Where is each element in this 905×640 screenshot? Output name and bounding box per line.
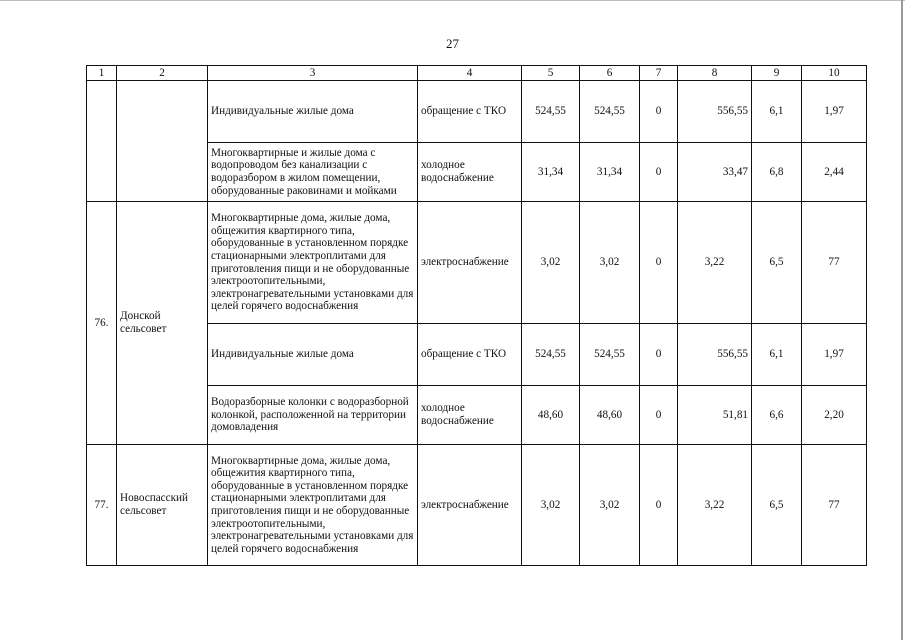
value-cell: 0 (640, 386, 678, 445)
value-cell: 6,1 (752, 324, 802, 386)
value-cell: 0 (640, 202, 678, 324)
header-cell: 10 (802, 66, 867, 81)
value-cell: 3,02 (580, 445, 640, 566)
value-cell: 556,55 (678, 324, 752, 386)
value-cell: 51,81 (678, 386, 752, 445)
service-cell: электроснабжение (418, 445, 522, 566)
region-cell (117, 81, 208, 202)
scan-edge-top (0, 0, 905, 1)
value-cell: 6,1 (752, 81, 802, 143)
value-cell: 0 (640, 143, 678, 202)
value-cell: 524,55 (522, 324, 580, 386)
table-row (87, 81, 867, 143)
value-cell: 31,34 (580, 143, 640, 202)
category-cell: Водоразборные колонки с водоразборной колонкой, расположенной на территории домовладения (208, 386, 418, 445)
value-cell: 1,97 (802, 81, 867, 143)
value-cell: 33,47 (678, 143, 752, 202)
service-cell: холодное водоснабжение (418, 143, 522, 202)
value-cell: 524,55 (580, 324, 640, 386)
value-cell: 6,5 (752, 445, 802, 566)
value-cell: 0 (640, 81, 678, 143)
header-cell: 3 (208, 66, 418, 81)
scan-edge-right (901, 0, 903, 640)
service-cell: холодное водоснабжение (418, 386, 522, 445)
row-number-cell: 77. (87, 445, 117, 566)
category-cell: Многоквартирные дома, жилые дома, общежития квартирного типа, оборудованные в установленном порядке стационарными электроплитами для приготовления пищи и не оборудованные электроотопительными, электронагревательными установками для целей горячего водоснабжения (208, 202, 418, 324)
header-cell: 2 (117, 66, 208, 81)
service-cell: обращение с ТКО (418, 324, 522, 386)
table-row (87, 445, 867, 566)
header-cell: 1 (87, 66, 117, 81)
category-cell: Многоквартирные дома, жилые дома, общежития квартирного типа, оборудованные в установленном порядке стационарными электроплитами для приготовления пищи и не оборудованные электроотопительными, электронагревательными установками для целей горячего водоснабжения (208, 445, 418, 566)
value-cell: 2,44 (802, 143, 867, 202)
service-cell: электроснабжение (418, 202, 522, 324)
table-row (87, 202, 867, 324)
value-cell: 6,6 (752, 386, 802, 445)
page-number: 27 (446, 36, 459, 51)
row-number-cell: 76. (87, 202, 117, 445)
header-cell: 5 (522, 66, 580, 81)
category-cell: Индивидуальные жилые дома (208, 81, 418, 143)
value-cell: 3,22 (678, 445, 752, 566)
tariff-table (86, 65, 867, 566)
value-cell: 2,20 (802, 386, 867, 445)
category-cell: Индивидуальные жилые дома (208, 324, 418, 386)
category-cell: Многоквартирные и жилые дома с водопроводом без канализации с водоразбором в жилом помещении, оборудованные раковинами и мойками (208, 143, 418, 202)
value-cell: 31,34 (522, 143, 580, 202)
value-cell: 6,8 (752, 143, 802, 202)
value-cell: 77 (802, 445, 867, 566)
header-cell: 7 (640, 66, 678, 81)
value-cell: 48,60 (522, 386, 580, 445)
value-cell: 3,22 (678, 202, 752, 324)
header-cell: 9 (752, 66, 802, 81)
value-cell: 1,97 (802, 324, 867, 386)
value-cell: 3,02 (522, 202, 580, 324)
region-cell: Донской сельсовет (117, 202, 208, 445)
header-cell: 8 (678, 66, 752, 81)
header-cell: 4 (418, 66, 522, 81)
region-cell: Новоспасский сельсовет (117, 445, 208, 566)
value-cell: 524,55 (580, 81, 640, 143)
value-cell: 3,02 (522, 445, 580, 566)
header-cell: 6 (580, 66, 640, 81)
value-cell: 6,5 (752, 202, 802, 324)
value-cell: 3,02 (580, 202, 640, 324)
row-number-cell (87, 81, 117, 202)
service-cell: обращение с ТКО (418, 81, 522, 143)
value-cell: 524,55 (522, 81, 580, 143)
value-cell: 0 (640, 324, 678, 386)
value-cell: 556,55 (678, 81, 752, 143)
value-cell: 77 (802, 202, 867, 324)
value-cell: 48,60 (580, 386, 640, 445)
header-row (87, 66, 867, 81)
value-cell: 0 (640, 445, 678, 566)
